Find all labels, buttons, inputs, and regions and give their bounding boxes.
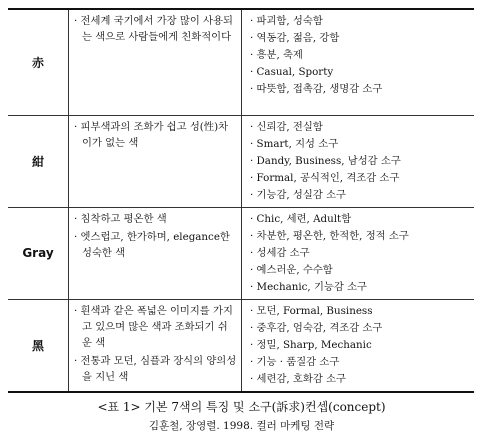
concept-cell xyxy=(242,115,475,207)
concept-item: · 역동감, 젊음, 강함 xyxy=(250,32,340,44)
feature-cell xyxy=(69,115,242,207)
concept-item: · 파괴함, 성숙함 xyxy=(250,15,323,27)
table-row xyxy=(8,207,474,299)
concept-item: · 기능 · 품질감 소구 xyxy=(250,355,340,368)
concept-item: · Chic, 세련, Adult함 xyxy=(250,212,352,225)
concept-item: · 모던, Formal, Business xyxy=(250,304,373,317)
color-concept-table xyxy=(8,8,474,393)
color-concept-table-container xyxy=(8,8,474,393)
concept-item: · Mechanic, 기능감 소구 xyxy=(250,280,367,293)
concept-item: · 세련감, 호화감 소구 xyxy=(250,372,346,385)
table-row xyxy=(8,115,474,207)
feature-cell xyxy=(69,207,242,299)
color-name-cell: 赤 xyxy=(8,9,69,115)
concept-item: · 예스러운, 수수함 xyxy=(250,263,333,276)
color-name-cell: 紺 xyxy=(8,115,69,207)
concept-item: · Dandy, Business, 남성감 소구 xyxy=(250,154,401,167)
table-row xyxy=(8,9,474,115)
concept-item: · 성세감 소구 xyxy=(250,246,310,259)
table-caption-title: <표 1> 기본 7색의 특징 및 소구(訴求)컨셉(concept) xyxy=(97,400,386,414)
feature-cell xyxy=(69,299,242,392)
table-caption-source: 김훈철, 장영렬. 1998. 컬러 마케팅 전략 xyxy=(148,420,335,432)
concept-cell xyxy=(242,9,475,115)
feature-item: · 흰색과 같은 폭넓은 이미지를 가지고 있으며 많은 색과 조화되기 쉬운 색 xyxy=(74,304,233,349)
concept-item: · Casual, Sporty xyxy=(250,66,334,78)
concept-cell xyxy=(242,299,475,392)
concept-item: · 차분한, 평온한, 한적한, 정적 소구 xyxy=(250,229,409,242)
feature-cell xyxy=(69,9,242,115)
feature-item: · 피부색과의 조화가 쉽고 성(性)차이가 없는 색 xyxy=(74,120,229,149)
concept-item: · 흥분, 축제 xyxy=(250,49,303,61)
concept-item: · 정밀, Sharp, Mechanic xyxy=(250,338,372,351)
table-body xyxy=(8,9,474,392)
concept-item: · Formal, 공식적인, 격조감 소구 xyxy=(250,171,400,184)
concept-cell xyxy=(242,207,475,299)
feature-item: · 전통과 모던, 심플과 장식의 양의성을 지닌 색 xyxy=(74,354,237,383)
concept-item: · 신뢰감, 전실함 xyxy=(250,120,323,133)
table-row xyxy=(8,299,474,392)
color-name-cell: 黑 xyxy=(8,299,69,392)
feature-item: · 전세계 국기에서 가장 많이 사용되는 색으로 사람들에게 친화적이다 xyxy=(74,15,233,43)
concept-item: · 따뜻함, 접촉감, 생명감 소구 xyxy=(250,83,383,95)
concept-item: · 기능감, 성실감 소구 xyxy=(250,188,346,201)
feature-item: · 엣스럽고, 한가하며, elegance한 성숙한 색 xyxy=(74,230,230,259)
concept-item: · 중후감, 엄숙감, 격조감 소구 xyxy=(250,321,383,334)
concept-item: · Smart, 지성 소구 xyxy=(250,137,339,150)
color-name-cell: Gray xyxy=(8,207,69,299)
feature-item: · 침착하고 평온한 색 xyxy=(74,212,167,225)
